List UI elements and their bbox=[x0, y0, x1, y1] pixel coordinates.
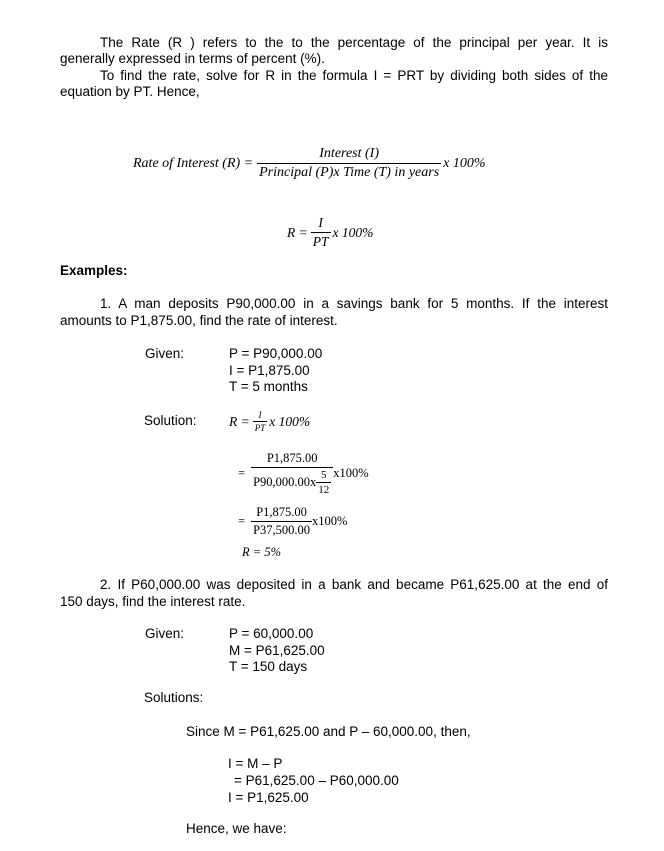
example2-step-1: I = M – P bbox=[228, 756, 283, 771]
example2-solution-label: Solutions: bbox=[144, 690, 204, 705]
example1-step1-frac-num: 5 bbox=[321, 469, 327, 481]
example1-step2 bbox=[238, 505, 347, 538]
example1-step2-num: P1,875.00 bbox=[256, 505, 307, 519]
formula1-numerator: Interest (I) bbox=[319, 146, 379, 161]
intro-line-3: To find the rate, solve for R in the formula I = PRT by dividing both sides of the bbox=[100, 68, 608, 83]
example1-solution-label: Solution: bbox=[144, 413, 197, 428]
example1-step1-den: P90,000.00x bbox=[253, 475, 317, 489]
example1-given-p: P = P90,000.00 bbox=[229, 346, 323, 361]
formula-rate-of-interest bbox=[133, 146, 486, 181]
example1-sol-num: I bbox=[258, 410, 262, 420]
example1-step1-frac-den: 12 bbox=[318, 484, 330, 496]
example1-step1-month-fraction bbox=[316, 469, 331, 496]
example1-step1-den-group bbox=[251, 467, 333, 496]
example2-given-t: T = 150 days bbox=[229, 659, 308, 674]
example1-given-t: T = 5 months bbox=[229, 379, 308, 394]
formula1-lhs: Rate of Interest (R) = bbox=[133, 155, 254, 171]
example1-line-1: 1. A man deposits P90,000.00 in a savings bank for 5 months. If the interest bbox=[100, 296, 608, 311]
intro-line-1: The Rate (R ) refers to the to the percentage of the principal per year. It is bbox=[100, 35, 608, 50]
formula1-fraction bbox=[257, 146, 441, 181]
example1-given-label: Given: bbox=[145, 346, 185, 361]
example1-step1 bbox=[238, 451, 369, 496]
example1-sol-times: x 100% bbox=[269, 413, 311, 429]
example2-hence-line: Hence, we have: bbox=[186, 821, 287, 836]
example1-given-list bbox=[229, 346, 322, 396]
example1-solution-formula bbox=[229, 410, 310, 433]
example2-line-2: 150 days, find the interest rate. bbox=[60, 594, 246, 609]
formula1-times: x 100% bbox=[443, 155, 486, 171]
example1-step1-num: P1,875.00 bbox=[266, 451, 318, 465]
example1-step1-eq: = bbox=[238, 466, 246, 480]
formula2-denominator: PT bbox=[312, 234, 329, 249]
example1-step2-eq: = bbox=[238, 514, 246, 528]
example1-step1-fraction bbox=[251, 451, 333, 496]
formula1-denominator: Principal (P)x Time (T) in years bbox=[259, 165, 440, 180]
example2-given-label: Given: bbox=[145, 626, 185, 641]
example2-steps bbox=[228, 755, 399, 806]
example1-result: R = 5% bbox=[242, 545, 281, 559]
example1-sol-lhs: R = bbox=[229, 413, 250, 429]
example2-step-2: = P61,625.00 – P60,000.00 bbox=[234, 773, 399, 788]
example1-given-i: I = P1,875.00 bbox=[229, 362, 310, 378]
formula2-lhs: R = bbox=[287, 224, 308, 240]
example2-given-p: P = 60,000.00 bbox=[229, 626, 314, 641]
intro-line-4: equation by PT. Hence, bbox=[60, 84, 200, 99]
formula-r bbox=[287, 215, 373, 250]
example2-given-list bbox=[229, 626, 325, 676]
formula2-numerator: I bbox=[318, 215, 323, 230]
example1-sol-fraction bbox=[253, 410, 268, 433]
example1-step1-times: x100% bbox=[333, 466, 369, 480]
example1-step2-fraction bbox=[251, 505, 312, 538]
example2-since-line: Since M = P61,625.00 and P – 60,000.00, then, bbox=[186, 724, 471, 739]
example1-sol-den: PT bbox=[254, 423, 266, 433]
intro-line-2: generally expressed in terms of percent (%). bbox=[60, 51, 325, 66]
example2-step-3: I = P1,625.00 bbox=[228, 790, 309, 805]
example2-line-1: 2. If P60,000.00 was deposited in a bank and became P61,625.00 at the end of bbox=[100, 577, 608, 592]
example2-given-m: M = P61,625.00 bbox=[229, 642, 325, 658]
example1-step2-times: x100% bbox=[312, 514, 348, 528]
example1-line-2: amounts to P1,875.00, find the rate of interest. bbox=[60, 313, 338, 328]
example1-step2-den: P37,500.00 bbox=[253, 523, 311, 537]
formula2-times: x 100% bbox=[332, 224, 374, 240]
formula2-fraction bbox=[311, 215, 331, 250]
examples-heading: Examples: bbox=[60, 263, 128, 278]
